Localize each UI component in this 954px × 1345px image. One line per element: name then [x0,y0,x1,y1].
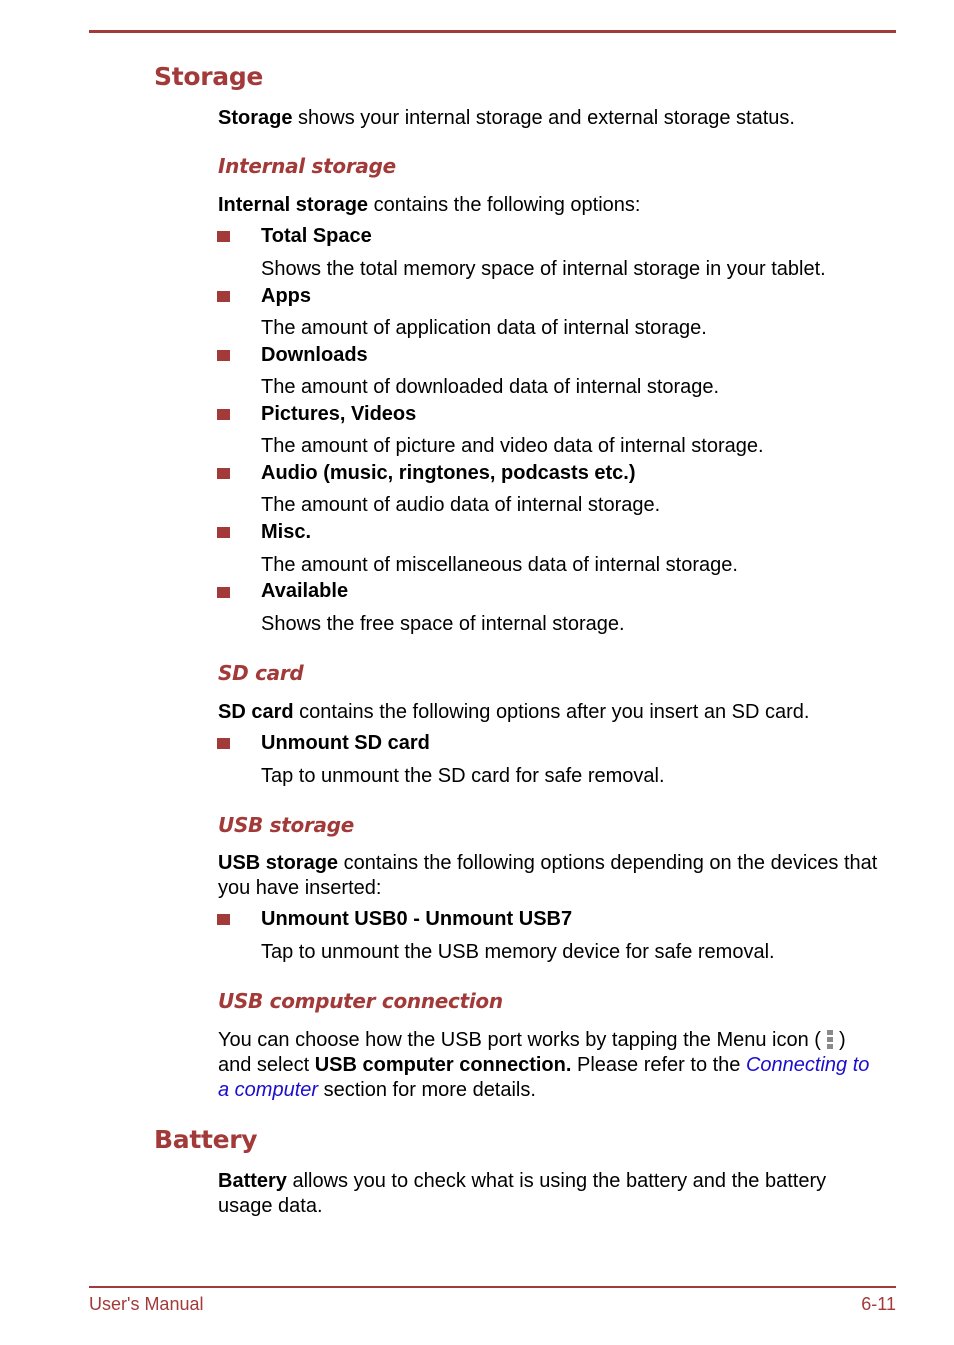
sdcard-intro-term: SD card [218,701,294,723]
section-heading-storage: Storage [154,62,264,91]
internal-intro-text: contains the following options: [368,194,641,216]
list-item-description: The amount of downloaded data of internal storage. [261,376,720,398]
list-item-title: Unmount USB0 - Unmount USB7 [261,908,573,930]
battery-intro-term: Battery [218,1170,287,1192]
bullet-icon [217,468,230,479]
list-item-description: Tap to unmount the SD card for safe removal. [261,765,665,787]
battery-intro-text: allows you to check what is using the battery and the battery usage data. [218,1170,827,1217]
bullet-icon [217,914,230,925]
usb-connection-term: USB computer connection. [314,1054,572,1076]
subheading-internal-storage: Internal storage [218,154,396,178]
section-heading-battery: Battery [154,1125,258,1154]
bullet-icon [217,291,230,302]
subheading-usb-computer-connection: USB computer connection [218,989,503,1013]
list-item-description: Shows the free space of internal storage. [261,613,625,635]
internal-intro-term: Internal storage [218,194,369,216]
bullet-icon [217,350,230,361]
subheading-sd-card: SD card [218,661,304,685]
list-item-title: Misc. [261,521,312,543]
usb-connection-text: ) [838,1029,846,1051]
usb-connection-text: You can choose how the USB port works by tapping the Menu icon ( [218,1029,821,1051]
list-item-title: Unmount SD card [261,732,430,754]
storage-intro [218,106,898,131]
list-item-description: The amount of picture and video data of internal storage. [261,435,764,457]
bullet-icon [217,231,230,242]
list-item-description: The amount of miscellaneous data of internal storage. [261,554,738,576]
bullet-icon [217,409,230,420]
list-item-title: Apps [261,285,311,307]
list-item-title: Downloads [261,344,368,366]
usb-connection-text: and select [218,1054,315,1076]
page-number: 6-11 [861,1294,896,1314]
usb-connection-text: section for more details. [318,1079,536,1101]
sdcard-intro [218,700,898,725]
usb-connection-paragraph [218,1028,898,1103]
usb-storage-intro-term: USB storage [218,852,339,874]
bullet-icon [217,738,230,749]
list-item-description: The amount of audio data of internal storage. [261,494,661,516]
list-item-description: The amount of application data of internal storage. [261,317,707,339]
bullet-icon [217,587,230,598]
menu-overflow-icon [827,1029,833,1049]
sdcard-intro-text: contains the following options after you insert an SD card. [293,701,810,723]
footer-rule [89,1286,896,1288]
list-item-description: Tap to unmount the USB memory device for safe removal. [261,941,775,963]
storage-intro-text: shows your internal storage and external storage status. [292,107,795,129]
subheading-usb-storage: USB storage [218,813,354,837]
bullet-icon [217,527,230,538]
connecting-to-computer-link[interactable]: Connecting to [745,1054,870,1076]
list-item-title: Total Space [261,225,372,247]
battery-intro [218,1169,858,1219]
list-item-title: Available [261,580,349,602]
storage-intro-term: Storage [218,107,293,129]
usb-storage-intro-text: contains the following options depending on the devices that you have inserted: [218,852,878,899]
connecting-to-computer-link[interactable]: a computer [218,1079,319,1101]
footer-manual-title: User's Manual [89,1294,204,1314]
usb-storage-intro [218,851,898,901]
list-item-title: Pictures, Videos [261,403,417,425]
list-item-description: Shows the total memory space of internal storage in your tablet. [261,258,826,280]
usb-connection-text: Please refer to the [571,1054,746,1076]
header-rule [89,30,896,33]
internal-intro [218,193,898,218]
list-item-title: Audio (music, ringtones, podcasts etc.) [261,462,636,484]
